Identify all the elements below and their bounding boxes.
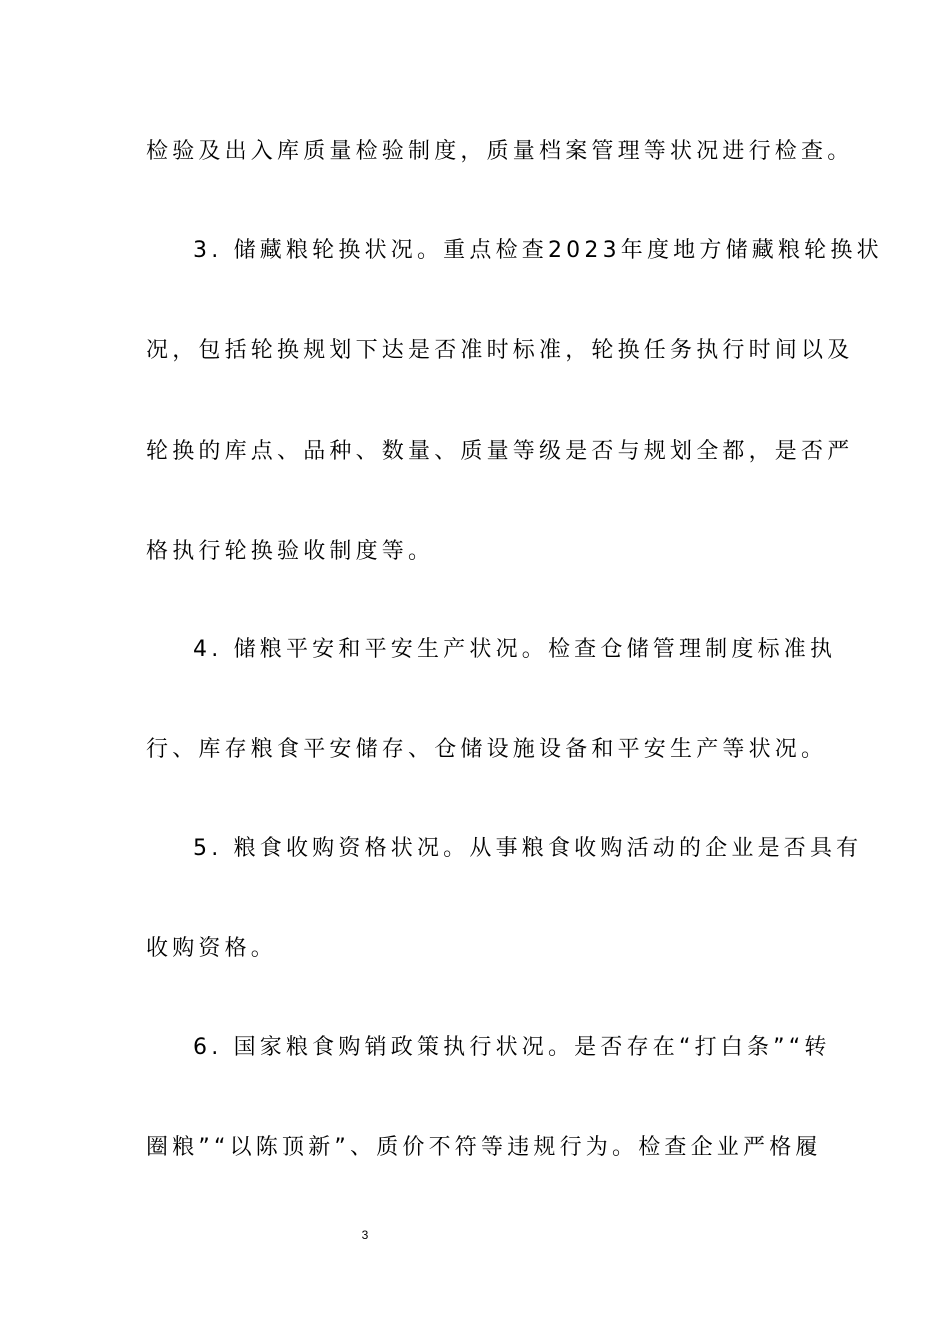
text-line: 3. 储藏粮轮换状况。重点检查2023年度地方储藏粮轮换状	[193, 238, 883, 263]
text-line: 行、库存粮食平安储存、仓储设施设备和平安生产等状况。	[146, 737, 828, 762]
text-line: 4. 储粮平安和平安生产状况。检查仓储管理制度标准执	[193, 637, 837, 662]
text-line: 轮换的库点、品种、数量、质量等级是否与规划全都，是否严	[146, 439, 854, 464]
page-number: 3	[361, 1228, 369, 1242]
text-line: 格执行轮换验收制度等。	[146, 539, 435, 564]
text-line: 5. 粮食收购资格状况。从事粮食收购活动的企业是否具有	[193, 836, 863, 861]
text-line: 况，包括轮换规划下达是否准时标准，轮换任务执行时间以及	[146, 338, 854, 363]
text-line: 检验及出入库质量检验制度，质量档案管理等状况进行检查。	[146, 139, 854, 164]
text-line: 6. 国家粮食购销政策执行状况。是否存在“打白条”“转	[193, 1035, 831, 1060]
text-line: 收购资格。	[146, 936, 278, 961]
text-line: 圈粮”“以陈顶新”、质价不符等违规行为。检查企业严格履	[146, 1135, 822, 1160]
